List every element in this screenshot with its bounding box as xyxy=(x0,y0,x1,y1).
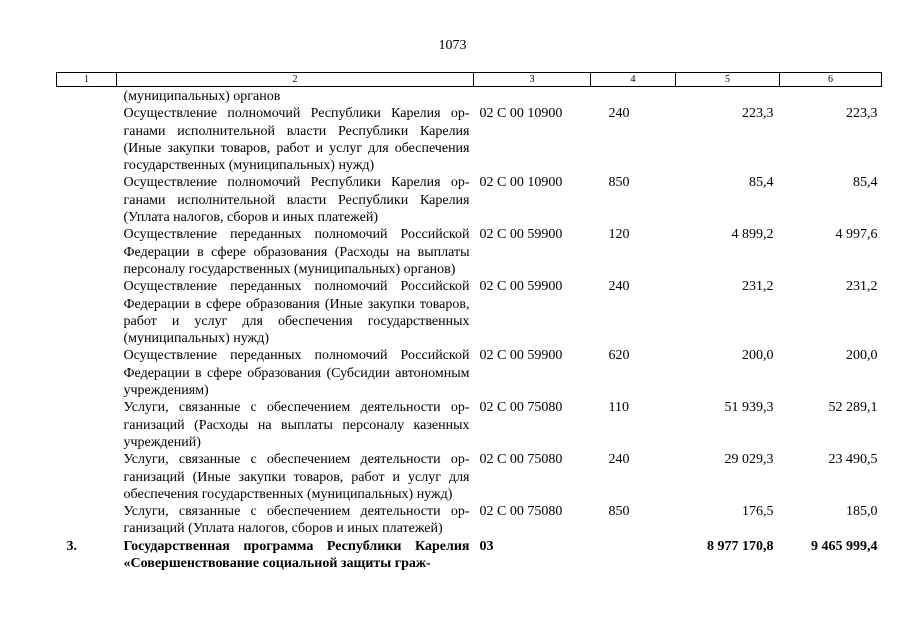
column-number-header xyxy=(57,73,882,87)
row-number xyxy=(57,347,117,399)
row-name: Услуги, связанные с обеспечением деятельности организаций (Расходы на выплаты персоналу казенных учреждений) xyxy=(123,400,470,450)
table-row xyxy=(57,347,882,399)
row-value-year1: 223,3 xyxy=(742,106,774,122)
row-code: 02 С 00 10900 xyxy=(479,175,563,191)
row-name: Услуги, связанные с обеспечением деятельности организаций (Иные закупки товаров, работ и услуг для обеспечения государственных (муниципальных) нужд) xyxy=(123,452,470,502)
column-header-4: 4 xyxy=(591,73,676,87)
row-category: 850 xyxy=(608,504,630,520)
row-name: Осуществление переданных полномочий Российской Федерации в сфере образования (Иные закупки товаров, работ и услуг для обеспечения государственных (муниципальных) нужд) xyxy=(123,279,470,347)
table-row xyxy=(57,451,882,503)
row-number xyxy=(57,451,117,503)
column-header-5: 5 xyxy=(676,73,780,87)
row-number xyxy=(57,105,117,174)
table-row xyxy=(57,538,882,573)
row-category: 240 xyxy=(608,452,630,468)
row-code xyxy=(474,87,591,106)
column-header-3: 3 xyxy=(474,73,591,87)
row-value-year1: 8 977 170,8 xyxy=(707,538,774,554)
row-name: Осуществление переданных полномочий Российской Федерации в сфере образования (Субсидии автономным учреждениям) xyxy=(123,348,470,399)
row-value-year2: 223,3 xyxy=(846,106,878,122)
row-name: Осуществление переданных полномочий Российской Федерации в сфере образования (Расходы на выплаты персоналу государственных (муниципальных) органов) xyxy=(123,227,470,277)
table-row xyxy=(57,105,882,174)
page-number: 1073 xyxy=(438,38,467,53)
row-number xyxy=(57,399,117,451)
row-value-year1: 85,4 xyxy=(749,175,774,191)
column-header-2: 2 xyxy=(117,73,474,87)
row-value-year1: 231,2 xyxy=(742,279,774,295)
row-code: 02 С 00 59900 xyxy=(479,348,563,364)
row-category: 110 xyxy=(608,400,629,416)
row-name: Осуществление полномочий Республики Карелия органами исполнительной власти Республики Карелия (Иные закупки товаров, работ и услуг для обеспечения государственных (муниципальных) нужд) xyxy=(123,106,470,174)
row-code: 02 С 00 10900 xyxy=(479,106,563,122)
row-name: (муниципальных) органов xyxy=(123,89,281,104)
row-code: 02 С 00 75080 xyxy=(479,504,563,520)
row-number xyxy=(57,226,117,278)
table-row xyxy=(57,174,882,226)
row-number: 3. xyxy=(66,538,77,554)
row-value-year1: 29 029,3 xyxy=(724,452,774,468)
row-value-year2: 23 490,5 xyxy=(828,452,878,468)
row-category: 240 xyxy=(608,106,630,122)
row-category: 620 xyxy=(608,348,630,364)
row-value-year2: 185,0 xyxy=(846,504,878,520)
table-row xyxy=(57,399,882,451)
row-name: Государственная программа Республики Карелия «Совершенствование социальной защиты граж- xyxy=(123,538,470,572)
row-value-year2: 200,0 xyxy=(846,348,878,364)
row-number xyxy=(57,87,117,106)
row-category xyxy=(591,87,676,106)
row-code: 02 С 00 75080 xyxy=(479,400,563,416)
table-row xyxy=(57,278,882,347)
row-value-year1: 176,5 xyxy=(742,504,774,520)
row-value-year2: 52 289,1 xyxy=(828,400,878,416)
row-name: Услуги, связанные с обеспечением деятельности организаций (Уплата налогов, сборов и иных платежей) xyxy=(123,504,470,537)
row-value-year1 xyxy=(676,87,780,106)
row-category: 120 xyxy=(608,227,630,243)
row-code: 02 С 00 59900 xyxy=(479,227,563,243)
row-value-year2: 85,4 xyxy=(853,175,878,191)
row-code: 02 С 00 59900 xyxy=(479,279,563,295)
row-code: 02 С 00 75080 xyxy=(479,452,563,468)
column-header-1: 1 xyxy=(57,73,117,87)
row-category: 850 xyxy=(608,175,630,191)
row-value-year2: 4 997,6 xyxy=(835,227,878,243)
row-code: 03 xyxy=(479,538,494,554)
row-value-year1: 51 939,3 xyxy=(724,400,774,416)
row-number xyxy=(57,503,117,538)
column-header-6: 6 xyxy=(780,73,882,87)
row-category xyxy=(591,538,676,573)
row-value-year1: 4 899,2 xyxy=(731,227,774,243)
row-number xyxy=(57,278,117,347)
row-value-year1: 200,0 xyxy=(742,348,774,364)
row-category: 240 xyxy=(608,279,630,295)
row-number xyxy=(57,174,117,226)
table-row xyxy=(57,226,882,278)
row-value-year2: 9 465 999,4 xyxy=(811,538,878,554)
row-name: Осуществление полномочий Республики Карелия органами исполнительной власти Республики Карелия (Уплата налогов, сборов и иных платежей) xyxy=(123,175,470,226)
table-row xyxy=(57,87,882,106)
row-value-year2: 231,2 xyxy=(846,279,878,295)
budget-table xyxy=(56,72,882,572)
table-row xyxy=(57,503,882,538)
row-value-year2 xyxy=(780,87,882,106)
